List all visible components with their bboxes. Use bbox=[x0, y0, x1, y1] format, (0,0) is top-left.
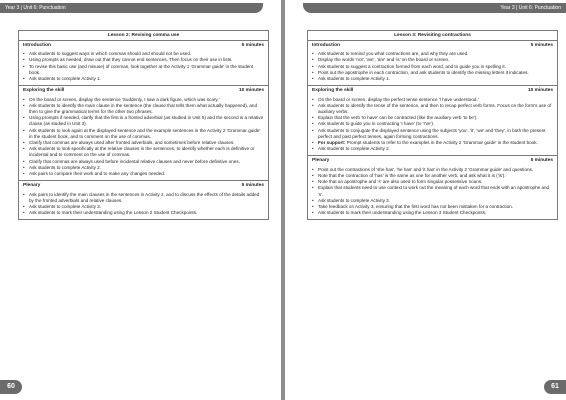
section-time: 5 minutes bbox=[241, 183, 264, 189]
bullet-item bbox=[23, 64, 264, 76]
section-time: 10 minutes bbox=[527, 88, 553, 94]
bullet-item bbox=[23, 128, 264, 140]
bullet-text: Note that an apostrophe and 's' are also used to form singular possessive nouns. bbox=[318, 179, 483, 185]
bullet-icon: • bbox=[312, 51, 314, 57]
bullet-icon: • bbox=[312, 166, 314, 172]
bullet-text: Ask students to identify the tense of the sentence, and then to recap perfect verb forms. Focus on the form's use of auxiliary verbs. bbox=[318, 102, 552, 114]
bullet-icon: • bbox=[23, 210, 25, 216]
bullet-text: Using prompts as needed, draw out that they cannot end sentences. Then focus on their use in lists. bbox=[29, 57, 233, 63]
lesson-plan-box bbox=[307, 30, 558, 220]
lesson-plan-box bbox=[18, 30, 269, 220]
bullet-text: Ask students to complete Activity 3. bbox=[318, 197, 391, 203]
bullet-text: Clarify that commas are always used before incidental relative clauses and never before definitive ones. bbox=[29, 158, 240, 164]
bullet-item bbox=[312, 210, 553, 216]
bullet-icon: • bbox=[312, 102, 314, 108]
bullet-item bbox=[312, 185, 553, 197]
bullet-text: Ask students to mark their understanding using the Lesson 3 Student Checkpoints. bbox=[318, 210, 487, 216]
bullet-text: Point out the apostrophe in each contraction, and ask students to identify the missing letters it indicates. bbox=[318, 69, 529, 75]
bullet-item bbox=[23, 103, 264, 115]
bullet-text: Point out the contractions of 'she has', 'he has' and 'it has' in the Activity 2 'Grammar guide' and questions. bbox=[318, 166, 534, 172]
bullet-icon: • bbox=[23, 146, 25, 152]
bullet-icon: • bbox=[312, 57, 314, 63]
bullet-icon: • bbox=[312, 210, 314, 216]
bullet-text: Ask students to complete Activity 1. bbox=[318, 75, 391, 81]
bullet-text: To revise this basic use (and misuse) of commas, look together at the Activity 1 'Grammar guide' in the student book. bbox=[29, 63, 254, 75]
bullet-text: On the board or screen, display the perfect tense sentence 'I have understood.' bbox=[318, 96, 479, 102]
bullet-text: Ask students to suggest ways in which commas should and should not be used. bbox=[29, 51, 192, 57]
bullet-text: Clarify that commas are always used after fronted adverbials, and sometimes before relative clauses. bbox=[29, 139, 235, 145]
bullet-text: Using prompts if needed, clarify that the first is a fronted adverbial (as studied in Unit 5) and the second is a relative clause (as studied in Unit 3). bbox=[29, 115, 264, 127]
bullet-icon: • bbox=[23, 164, 25, 170]
bullet-text: Ask students to suggest a contraction formed from each word, and to guide you in spelling it. bbox=[318, 63, 506, 69]
page-number: 60 bbox=[0, 380, 22, 394]
bullet-item bbox=[23, 146, 264, 158]
section-header bbox=[23, 183, 264, 189]
bullet-text: Ask students to complete Activity 1. bbox=[29, 75, 102, 81]
section-time: 10 minutes bbox=[238, 88, 264, 94]
bullet-icon: • bbox=[312, 185, 314, 191]
lesson-section bbox=[308, 86, 557, 156]
bullet-icon: • bbox=[312, 75, 314, 81]
bullet-icon: • bbox=[23, 102, 25, 108]
lesson-sections bbox=[308, 41, 557, 220]
page-number: 61 bbox=[544, 380, 566, 394]
section-heading: Plenary bbox=[23, 183, 41, 189]
bullet-icon: • bbox=[23, 191, 25, 197]
bullet-icon: • bbox=[312, 121, 314, 127]
bullet-icon: • bbox=[23, 115, 25, 121]
bullet-item bbox=[312, 103, 553, 115]
bullet-icon: • bbox=[23, 170, 25, 176]
bullet-icon: • bbox=[23, 75, 25, 81]
support-text: Prompt students to refer to the examples in the Activity 2 'Grammar guide' in the student book. bbox=[345, 139, 538, 145]
bullet-text: Ask students to identify the main clause in the sentence (the clause that tells them what actually happened), and then to give the grammatical terms for the other two phrases. bbox=[29, 102, 258, 114]
section-heading: Plenary bbox=[312, 158, 330, 164]
running-header: Year 3 | Unit 6: Punctuation bbox=[0, 3, 263, 13]
bullet-icon: • bbox=[23, 57, 25, 63]
bullet-item bbox=[23, 171, 264, 177]
section-header bbox=[23, 88, 264, 94]
lesson-sections bbox=[19, 41, 268, 220]
bullet-text: Display the words 'not', 'am', 'are' and 'is' on the board or screen. bbox=[318, 57, 450, 63]
bullet-icon: • bbox=[23, 158, 25, 164]
bullet-text: Explain that students need to use context to work out the meaning of each word that ends with an apostrophe and 's'. bbox=[318, 185, 550, 197]
bullet-text: Ask students to conjugate the displayed sentence using the subjects 'you', 'it', 'we' and 'they', in both the present perfect and past perfect tenses, again forming contractions. bbox=[318, 127, 546, 139]
bullet-icon: • bbox=[312, 146, 314, 152]
left-page bbox=[0, 0, 281, 400]
bullet-text: Note that the contraction of 'has' is the same as one for another verb, and ask what it is ('is'). bbox=[318, 172, 506, 178]
section-heading: Introduction bbox=[312, 42, 340, 48]
bullet-item bbox=[23, 192, 264, 204]
bullet-text: Ask students to look specifically at the relative clauses in the sentences, to identify whether each is definitive or incidental and to comment on the use of commas. bbox=[29, 146, 255, 158]
bullet-item bbox=[23, 115, 264, 127]
bullet-text: Ask students to guide you in contracting 'I have' (to 'I've'). bbox=[318, 121, 435, 127]
section-time: 5 minutes bbox=[241, 42, 264, 48]
section-heading: Exploring the skill bbox=[23, 88, 65, 94]
support-label: For support: bbox=[318, 139, 346, 145]
bullet-item bbox=[312, 76, 553, 82]
bullet-icon: • bbox=[23, 63, 25, 69]
bullet-text: On the board or screen, display the sentence 'Suddenly, I saw a dark figure, which was scary.' bbox=[29, 96, 220, 102]
bullet-icon: • bbox=[312, 172, 314, 178]
lesson-section bbox=[308, 41, 557, 86]
bullet-icon: • bbox=[312, 69, 314, 75]
bullet-icon: • bbox=[23, 51, 25, 57]
section-heading: Introduction bbox=[23, 42, 51, 48]
bullet-text: Ask pairs to compare their work and to make any changes needed. bbox=[29, 170, 166, 176]
bullet-icon: • bbox=[312, 115, 314, 121]
bullet-text: Ask students to complete Activity 3. bbox=[29, 203, 102, 209]
bullet-text: Explain that the verb 'to have' can be contracted (like the auxiliary verb 'to be'). bbox=[318, 115, 478, 121]
lesson-section bbox=[19, 41, 268, 86]
bullet-text: Ask students to complete Activity 2. bbox=[29, 164, 102, 170]
bullet-text: Ask pairs to identify the main clauses in the sentences in Activity 2, and to discuss the effects of the details added by the fronted adverbials and relative clauses. bbox=[29, 191, 260, 203]
bullet-icon: • bbox=[312, 179, 314, 185]
bullet-icon: • bbox=[312, 96, 314, 102]
right-page bbox=[285, 0, 566, 400]
bullet-item bbox=[23, 210, 264, 216]
bullet-icon: • bbox=[312, 203, 314, 209]
bullet-text: Ask students to look again at the displayed sentence and the example sentences in the Activity 2 'Grammar guide' in the student book, and to comment on the use of commas. bbox=[29, 127, 261, 139]
section-heading: Exploring the skill bbox=[312, 88, 354, 94]
lesson-section bbox=[308, 156, 557, 219]
section-header bbox=[312, 158, 553, 164]
bullet-icon: • bbox=[23, 203, 25, 209]
running-header: Year 3 | Unit 6: Punctuation bbox=[303, 3, 566, 13]
lesson-title: Lesson 2: Revising comma use bbox=[19, 31, 268, 41]
bullet-icon: • bbox=[23, 127, 25, 133]
bullet-icon: • bbox=[23, 96, 25, 102]
bullet-text: Ask students to remind you what contractions are, and why they are used. bbox=[318, 51, 469, 57]
bullet-item bbox=[312, 146, 553, 152]
section-header bbox=[312, 43, 553, 49]
lesson-section bbox=[19, 86, 268, 181]
bullet-text: Ask students to mark their understanding using the Lesson 2 Student Checkpoints. bbox=[29, 210, 198, 216]
section-time: 5 minutes bbox=[530, 158, 553, 164]
bullet-item bbox=[312, 128, 553, 140]
bullet-item bbox=[23, 76, 264, 82]
section-header bbox=[23, 43, 264, 49]
bullet-icon: • bbox=[312, 63, 314, 69]
bullet-text: Take feedback on Activity 3, ensuring that the first word has not been mistaken for a contraction. bbox=[318, 203, 514, 209]
bullet-icon: • bbox=[312, 127, 314, 133]
section-time: 5 minutes bbox=[530, 42, 553, 48]
bullet-icon: • bbox=[23, 139, 25, 145]
bullet-icon: • bbox=[312, 197, 314, 203]
section-header bbox=[312, 88, 553, 94]
lesson-section bbox=[19, 181, 268, 219]
bullet-text: Ask students to complete Activity 2. bbox=[318, 146, 391, 152]
bullet-icon: • bbox=[312, 139, 314, 145]
lesson-title: Lesson 3: Revisiting contractions bbox=[308, 31, 557, 41]
